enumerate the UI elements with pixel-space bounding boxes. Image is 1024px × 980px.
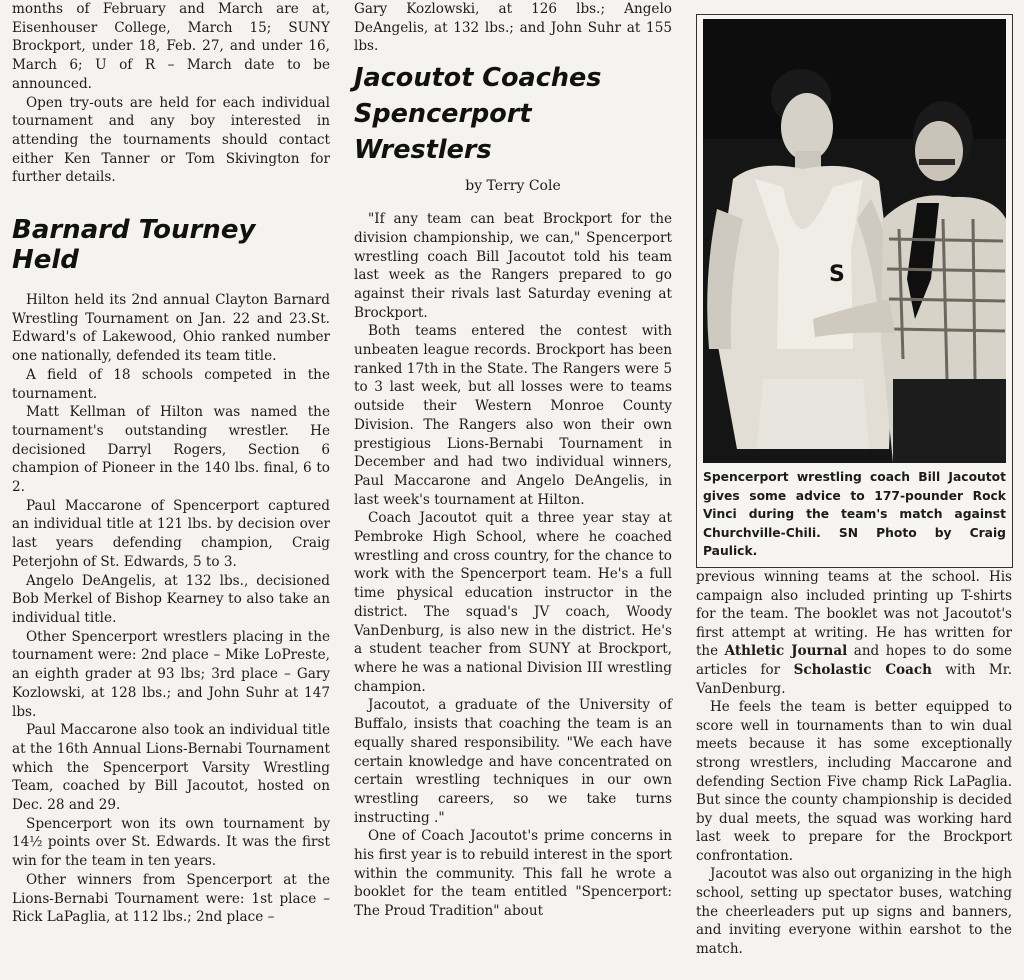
article-continuation: months of February and March are at, Eisenhouser College, March 15; SUNY Brockport, under 18, Feb. 27, and under 16, March 6; U of R – March date to be announced. xyxy=(12,1,330,92)
barnard-paragraph: A field of 18 schools competed in the tournament. xyxy=(12,366,330,402)
publication-scholastic-coach: Scholastic Coach xyxy=(793,661,932,678)
continuation-text-b: and hopes to do some articles for xyxy=(696,643,1012,678)
jacoutot-paragraph: Jacoutot, a graduate of the University of Buffalo, insists that coaching the team is an equally shared responsibility. "We each have certain knowledge and have concentrated on certain wrestling techniques in our own wrestling careers, so we take turns instructing ." xyxy=(354,697,672,826)
jacoutot-headline: Jacoutot Coaches Spencerport Wrestlers xyxy=(354,63,602,166)
barnard-paragraph: Paul Maccarone of Spencerport captured an individual title at 121 lbs. by decision over last years defending champion, Craig Peterjohn of St. Edwards, 5 to 3. xyxy=(12,497,330,570)
byline: by Terry Cole xyxy=(465,178,561,195)
photo-caption: Spencerport wrestling coach Bill Jacoutot gives some advice to 177-pounder Rock Vinci during the team's match against Churchville-Chili. SN Photo by Craig Paulick. xyxy=(703,470,1006,559)
barnard-paragraph: Spencerport won its own tournament by 14½ points over St. Edwards. It was the first win for the team in ten years. xyxy=(12,815,330,870)
column-3 xyxy=(696,0,1012,958)
barnard-paragraph: Other Spencerport wrestlers placing in the tournament were: 2nd place – Mike LoPreste, an eighth grader at 93 lbs; 3rd place – Gary Kozlowski, at 128 lbs.; and John Suhr at 147 lbs. xyxy=(12,628,330,720)
jacoutot-paragraph: "If any team can beat Brockport for the division championship, we can," Spencerport wrestling coach Bill Jacoutot told his team last week as the Rangers prepared to go against their rivals last Saturday evening at Brockport. xyxy=(354,211,672,321)
barnard-paragraph: Paul Maccarone also took an individual title at the 16th Annual Lions-Bernabi Tournament which the Spencerport Varsity Wrestling Team, coached by Bill Jacoutot, hosted on Dec. 28 and 29. xyxy=(12,722,330,814)
barnard-paragraph: Other winners from Spencerport at the Lions-Bernabi Tournament were: 1st place – Rick LaPaglia, at 112 lbs.; 2nd place – xyxy=(12,871,330,926)
continuation-text-a: previous winning teams at the school. His campaign also included printing up T-shirts for the team. The booklet was not Jacoutot's first attempt at writing. He has written for the xyxy=(696,568,1012,660)
jacoutot-paragraph: One of Coach Jacoutot's prime concerns in his first year is to rebuild interest in the sport within the community. This fall he wrote a booklet for the team entitled "Spencerport: The Proud Tradition" about xyxy=(354,828,672,920)
tryouts-paragraph: Open try-outs are held for each individual tournament and any boy interested in attending the tournaments should contact either Ken Tanner or Tom Skivington for further details. xyxy=(12,94,330,186)
wrestler-coach-photo xyxy=(703,19,1006,463)
jacoutot-paragraph: Both teams entered the contest with unbeaten league records. Brockport has been ranked 17th in the State. The Rangers were 5 to 3 last week, but all losses were to teams outside their Western Monroe County Division. The Rangers also won their own prestigious Lions-Bernabi Tournament in December and had two individual winners, Paul Maccarone and Angelo DeAngelis, in last week's tournament at Hilton. xyxy=(354,323,672,508)
jacoutot-paragraph: He feels the team is better equipped to score well in tournaments than to win dual meets because it has some exceptionally strong wrestlers, including Maccarone and defending Section Five champ Rick LaPaglia. But since the county championship is decided by dual meets, the squad was working hard last week to prepare for the Brockport confrontation. xyxy=(696,699,1012,864)
barnard-headline: Barnard Tourney Held xyxy=(12,215,256,276)
barnard-paragraph: Hilton held its 2nd annual Clayton Barnard Wrestling Tournament on Jan. 22 and 23.St. Edward's of Lakewood, Ohio ranked number one nationally, defended its team title. xyxy=(12,292,330,365)
column-2 xyxy=(354,0,672,921)
barnard-paragraph: Matt Kellman of Hilton was named the tournament's outstanding wrestler. He decisioned Darryl Rogers, Section 6 champion of Pioneer in the 140 lbs. final, 6 to 2. xyxy=(12,404,330,496)
barnard-paragraph: Angelo DeAngelis, at 132 lbs., decisioned Bob Merkel of Bishop Kearney to also take an individual title. xyxy=(12,572,330,626)
publication-athletic-journal: Athletic Journal xyxy=(724,643,848,660)
continuation-text-c: with Mr. VanDenburg. xyxy=(696,661,1012,697)
jersey-letter: S xyxy=(829,262,845,287)
jacoutot-continuation xyxy=(696,568,1012,698)
jacoutot-paragraph: Jacoutot was also out organizing in the high school, setting up spectator buses, watching the cheerleaders put up signs and banners, and inviting everyone within earshot to the match. xyxy=(696,866,1012,957)
results-continuation: Gary Kozlowski, at 126 lbs.; Angelo DeAngelis, at 132 lbs.; and John Suhr at 155 lbs. xyxy=(354,1,672,55)
photo-frame xyxy=(696,14,1013,568)
jacoutot-paragraph: Coach Jacoutot quit a three year stay at Pembroke High School, where he coached wrestling and cross country, for the chance to work with the Spencerport team. He's a full time physical education instructor in the district. The squad's JV coach, Woody VanDenburg, is also new in the district. He's a student teacher from SUNY at Brockport, where he was a national Division III wrestling champion. xyxy=(354,510,672,695)
column-1 xyxy=(12,0,330,927)
